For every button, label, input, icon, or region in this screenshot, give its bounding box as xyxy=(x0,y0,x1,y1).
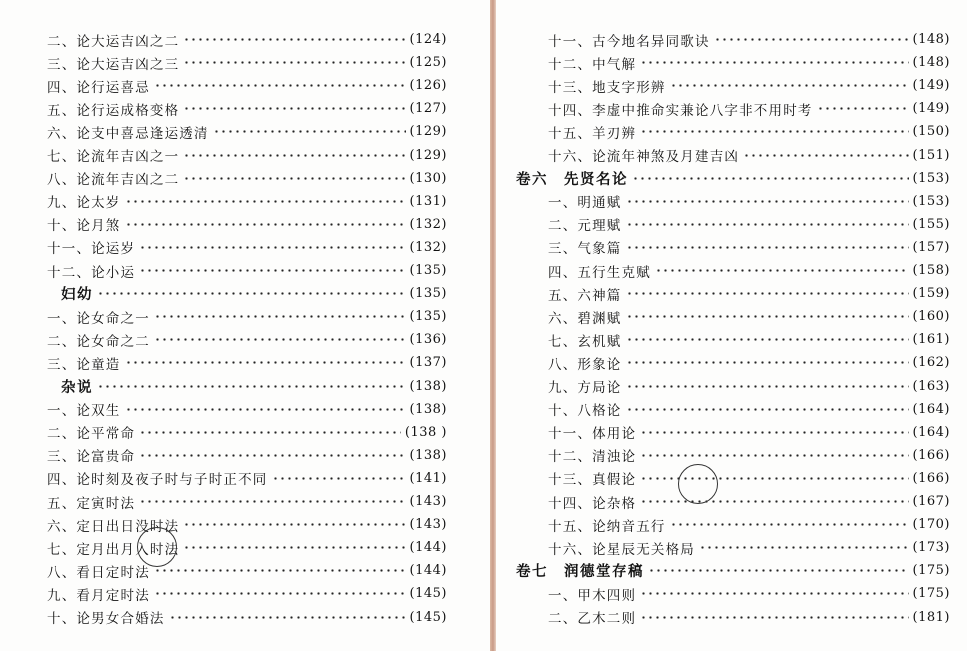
toc-entry-title: 二、元理赋 xyxy=(548,218,622,235)
toc-entry-page: (151) xyxy=(912,147,950,163)
dot-leader xyxy=(183,546,405,549)
toc-entry-page: (155) xyxy=(912,216,950,232)
toc-entry-page: (138) xyxy=(409,401,447,417)
toc-entry-title: 十、论男女合婚法 xyxy=(47,611,165,627)
dot-leader xyxy=(154,592,406,595)
toc-entry xyxy=(47,213,447,236)
toc-entry xyxy=(47,51,447,74)
toc-entry-title: 十四、论杂格 xyxy=(548,495,637,512)
toc-entry-title: 三、论富贵命 xyxy=(47,449,136,466)
toc-entry xyxy=(548,351,950,374)
toc-entry-title: 九、看月定时法 xyxy=(47,587,150,604)
toc-entry-title: 九、论太岁 xyxy=(47,195,121,212)
toc-section-heading xyxy=(61,375,447,398)
toc-entry-title: 十四、李虚中推命实兼论八字非不用时考 xyxy=(548,102,813,119)
toc-entry-page: (125) xyxy=(409,55,447,71)
toc-entry xyxy=(47,606,447,629)
toc-entry-title: 十三、地支字形辨 xyxy=(548,79,666,96)
dot-leader xyxy=(213,130,406,133)
toc-entry-title: 一、论女命之一 xyxy=(47,310,150,327)
dot-leader xyxy=(632,177,909,180)
toc-entry-page: (148) xyxy=(912,55,950,71)
toc-entry xyxy=(548,190,950,213)
toc-entry-title: 四、论时刻及夜子时与子时正不同 xyxy=(47,472,268,489)
toc-entry-title: 八、论流年吉凶之二 xyxy=(47,172,180,189)
toc-entry xyxy=(47,28,447,51)
toc-section-heading xyxy=(516,167,950,190)
toc-entry-page: (162) xyxy=(912,355,950,371)
toc-entry xyxy=(548,536,950,559)
dot-leader xyxy=(714,38,909,41)
dot-leader xyxy=(670,84,909,87)
toc-entry xyxy=(548,606,950,629)
toc-entry xyxy=(548,375,950,398)
toc-entry-title: 十三、真假论 xyxy=(548,472,637,489)
dot-leader xyxy=(640,61,908,64)
dot-leader xyxy=(640,454,908,457)
toc-entry-title: 七、玄机赋 xyxy=(548,333,622,350)
toc-entry-title: 十二、中气解 xyxy=(548,56,637,73)
dot-leader xyxy=(154,338,406,341)
toc-entry-page: (160) xyxy=(912,309,950,325)
toc-entry-title: 十、八格论 xyxy=(548,403,622,420)
toc-entry-page: (173) xyxy=(912,540,950,556)
toc-entry-page: (153) xyxy=(912,193,950,209)
toc-entry-title: 杂说 xyxy=(61,378,93,396)
ink-circle-mark xyxy=(137,527,177,567)
dot-leader xyxy=(97,292,406,295)
toc-entry xyxy=(47,582,447,605)
toc-entry-page: (170) xyxy=(912,517,950,533)
toc-entry-page: (136) xyxy=(409,332,447,348)
toc-entry-page: (138) xyxy=(409,378,447,394)
dot-leader xyxy=(139,269,405,272)
toc-entry-title: 妇幼 xyxy=(61,286,93,304)
toc-entry-page: (143) xyxy=(409,517,447,533)
toc-entry-title: 十一、古今地名异同歌诀 xyxy=(548,33,710,50)
toc-entry-page: (157) xyxy=(912,239,950,255)
toc-entry-title: 二、乙木二则 xyxy=(548,611,637,627)
toc-entry-page: (130) xyxy=(409,170,447,186)
toc-entry-page: (145) xyxy=(409,609,447,625)
toc-entry xyxy=(548,236,950,259)
toc-entry-page: (141) xyxy=(409,470,447,486)
toc-entry-title: 十一、体用论 xyxy=(548,426,637,443)
toc-entry xyxy=(47,236,447,259)
dot-leader xyxy=(125,200,406,203)
toc-entry-page: (166) xyxy=(912,470,950,486)
dot-leader xyxy=(183,523,405,526)
toc-entry-page: (164) xyxy=(912,424,950,440)
toc-entry-page: (135) xyxy=(409,286,447,302)
toc-entry-title: 十五、羊刃辨 xyxy=(548,125,637,142)
dot-leader xyxy=(183,154,405,157)
right-toc-list xyxy=(496,0,967,651)
dot-leader xyxy=(183,61,405,64)
toc-entry-page: (144) xyxy=(409,563,447,579)
toc-entry xyxy=(548,120,950,143)
toc-entry-page: (135) xyxy=(409,309,447,325)
toc-entry xyxy=(47,97,447,120)
toc-entry xyxy=(548,28,950,51)
dot-leader xyxy=(125,223,406,226)
toc-entry-page: (127) xyxy=(409,101,447,117)
dot-leader xyxy=(139,246,405,249)
toc-entry-title: 十二、清浊论 xyxy=(548,449,637,466)
toc-entry-page: (167) xyxy=(912,494,950,509)
toc-entry-title: 二、论女命之二 xyxy=(47,333,150,350)
toc-entry xyxy=(47,559,447,582)
toc-entry-title: 八、看日定时法 xyxy=(47,564,150,581)
ink-circle-mark xyxy=(678,464,718,504)
toc-entry-title: 二、论大运吉凶之二 xyxy=(47,33,180,50)
toc-entry-title: 七、论流年吉凶之一 xyxy=(47,149,180,165)
toc-entry xyxy=(548,490,950,513)
toc-entry-title: 一、论双生 xyxy=(47,403,121,420)
dot-leader xyxy=(626,361,909,364)
toc-entry-page: (135) xyxy=(409,263,447,278)
toc-entry xyxy=(47,167,447,190)
toc-entry xyxy=(47,421,447,444)
toc-entry-title: 六、碧渊赋 xyxy=(548,310,622,327)
toc-entry-page: (175) xyxy=(912,563,950,579)
toc-entry xyxy=(47,490,447,513)
toc-entry-title: 十六、论星辰无关格局 xyxy=(548,541,695,558)
toc-entry-page: (138) xyxy=(409,447,447,463)
dot-leader xyxy=(139,454,405,457)
dot-leader xyxy=(97,385,406,388)
dot-leader xyxy=(670,523,909,526)
dot-leader xyxy=(655,269,909,272)
toc-entry-page: (144) xyxy=(409,540,447,556)
toc-entry xyxy=(47,144,447,167)
toc-entry xyxy=(47,305,447,328)
dot-leader xyxy=(125,361,406,364)
dot-leader xyxy=(640,592,908,595)
toc-section-heading xyxy=(516,559,950,582)
toc-entry-title: 六、定日出日没时法 xyxy=(47,518,180,535)
toc-entry-title: 七、定月出月入时法 xyxy=(47,541,180,558)
toc-entry-title: 八、形象论 xyxy=(548,356,622,373)
toc-entry xyxy=(548,144,950,167)
toc-entry-title: 十五、论纳音五行 xyxy=(548,518,666,535)
toc-entry xyxy=(548,444,950,467)
dot-leader xyxy=(183,177,405,180)
toc-entry-page: (148) xyxy=(912,32,950,47)
toc-entry xyxy=(548,398,950,421)
dot-leader xyxy=(626,385,909,388)
dot-leader xyxy=(626,338,909,341)
toc-entry xyxy=(548,282,950,305)
toc-entry-page: (175) xyxy=(912,586,950,602)
toc-entry xyxy=(548,51,950,74)
dot-leader xyxy=(640,500,908,503)
toc-entry-title: 五、定寅时法 xyxy=(47,495,136,512)
toc-entry-page: (132) xyxy=(409,216,447,232)
dot-leader xyxy=(183,38,405,41)
dot-leader xyxy=(626,223,909,226)
right-page xyxy=(496,0,967,651)
toc-entry xyxy=(548,97,950,120)
toc-entry-title: 十六、论流年神煞及月建吉凶 xyxy=(548,149,740,165)
dot-leader xyxy=(699,546,909,549)
dot-leader xyxy=(169,616,406,619)
toc-entry xyxy=(47,513,447,536)
toc-entry xyxy=(548,74,950,97)
dot-leader xyxy=(154,569,406,572)
toc-entry xyxy=(548,467,950,490)
dot-leader xyxy=(743,154,908,157)
dot-leader xyxy=(154,84,406,87)
toc-entry xyxy=(47,328,447,351)
dot-leader xyxy=(640,130,908,133)
toc-entry xyxy=(548,259,950,282)
dot-leader xyxy=(272,477,406,480)
toc-entry-page: (132) xyxy=(409,239,447,255)
toc-entry-page: (149) xyxy=(912,101,950,117)
dot-leader xyxy=(154,315,406,318)
toc-entry-page: (124) xyxy=(409,32,447,47)
toc-entry-page: (137) xyxy=(409,355,447,371)
dot-leader xyxy=(139,431,401,434)
toc-entry-page: (145) xyxy=(409,586,447,602)
toc-entry-page: (158) xyxy=(912,263,950,278)
toc-entry xyxy=(548,213,950,236)
toc-entry-title: 四、五行生克赋 xyxy=(548,264,651,281)
toc-entry xyxy=(548,421,950,444)
toc-entry-page: (129) xyxy=(409,147,447,163)
toc-entry-page: (159) xyxy=(912,286,950,302)
toc-entry-title: 五、论行运成格变格 xyxy=(47,102,180,119)
toc-entry-page: (153) xyxy=(912,170,950,186)
toc-entry-title: 一、甲木四则 xyxy=(548,587,637,604)
toc-entry xyxy=(548,305,950,328)
toc-entry-title: 五、六神篇 xyxy=(548,287,622,304)
toc-section-heading xyxy=(61,282,447,305)
toc-entry xyxy=(47,259,447,282)
toc-entry-page: (138 ) xyxy=(404,424,447,440)
dot-leader xyxy=(626,246,909,249)
toc-entry-page: (143) xyxy=(409,494,447,509)
toc-entry xyxy=(47,190,447,213)
toc-entry-page: (126) xyxy=(409,78,447,94)
toc-entry-title: 卷七 润德堂存稿 xyxy=(516,563,644,581)
toc-entry-page: (163) xyxy=(912,378,950,394)
toc-entry-page: (149) xyxy=(912,78,950,94)
dot-leader xyxy=(817,107,909,110)
toc-entry-title: 三、论童造 xyxy=(47,356,121,373)
dot-leader xyxy=(626,408,909,411)
toc-entry xyxy=(47,351,447,374)
toc-entry-title: 三、气象篇 xyxy=(548,241,622,258)
toc-entry xyxy=(47,467,447,490)
dot-leader xyxy=(125,408,406,411)
toc-entry-title: 六、论支中喜忌逢运透清 xyxy=(47,125,209,142)
toc-entry-title: 二、论平常命 xyxy=(47,426,136,443)
dot-leader xyxy=(183,107,405,110)
toc-entry-page: (161) xyxy=(912,332,950,348)
toc-entry xyxy=(47,398,447,421)
toc-entry-page: (131) xyxy=(409,193,447,209)
toc-entry-page: (129) xyxy=(409,124,447,140)
toc-entry-page: (164) xyxy=(912,401,950,417)
toc-entry xyxy=(548,513,950,536)
toc-entry-title: 四、论行运喜忌 xyxy=(47,79,150,96)
dot-leader xyxy=(640,616,908,619)
toc-entry xyxy=(47,74,447,97)
toc-entry-title: 卷六 先贤名论 xyxy=(516,170,628,188)
toc-entry-page: (181) xyxy=(912,609,950,625)
toc-entry-page: (166) xyxy=(912,447,950,463)
dot-leader xyxy=(626,200,909,203)
toc-entry-title: 十二、论小运 xyxy=(47,264,136,281)
toc-entry xyxy=(47,120,447,143)
toc-entry-title: 十、论月煞 xyxy=(47,218,121,235)
toc-entry xyxy=(47,444,447,467)
toc-entry-title: 一、明通赋 xyxy=(548,195,622,212)
dot-leader xyxy=(139,500,405,503)
toc-entry xyxy=(47,536,447,559)
dot-leader xyxy=(626,292,909,295)
toc-entry-page: (150) xyxy=(912,124,950,140)
toc-entry xyxy=(548,328,950,351)
toc-entry-title: 三、论大运吉凶之三 xyxy=(47,56,180,73)
dot-leader xyxy=(648,569,909,572)
toc-entry xyxy=(548,582,950,605)
dot-leader xyxy=(626,315,909,318)
toc-entry-title: 九、方局论 xyxy=(548,380,622,396)
dot-leader xyxy=(640,431,908,434)
toc-entry-title: 十一、论运岁 xyxy=(47,241,136,258)
